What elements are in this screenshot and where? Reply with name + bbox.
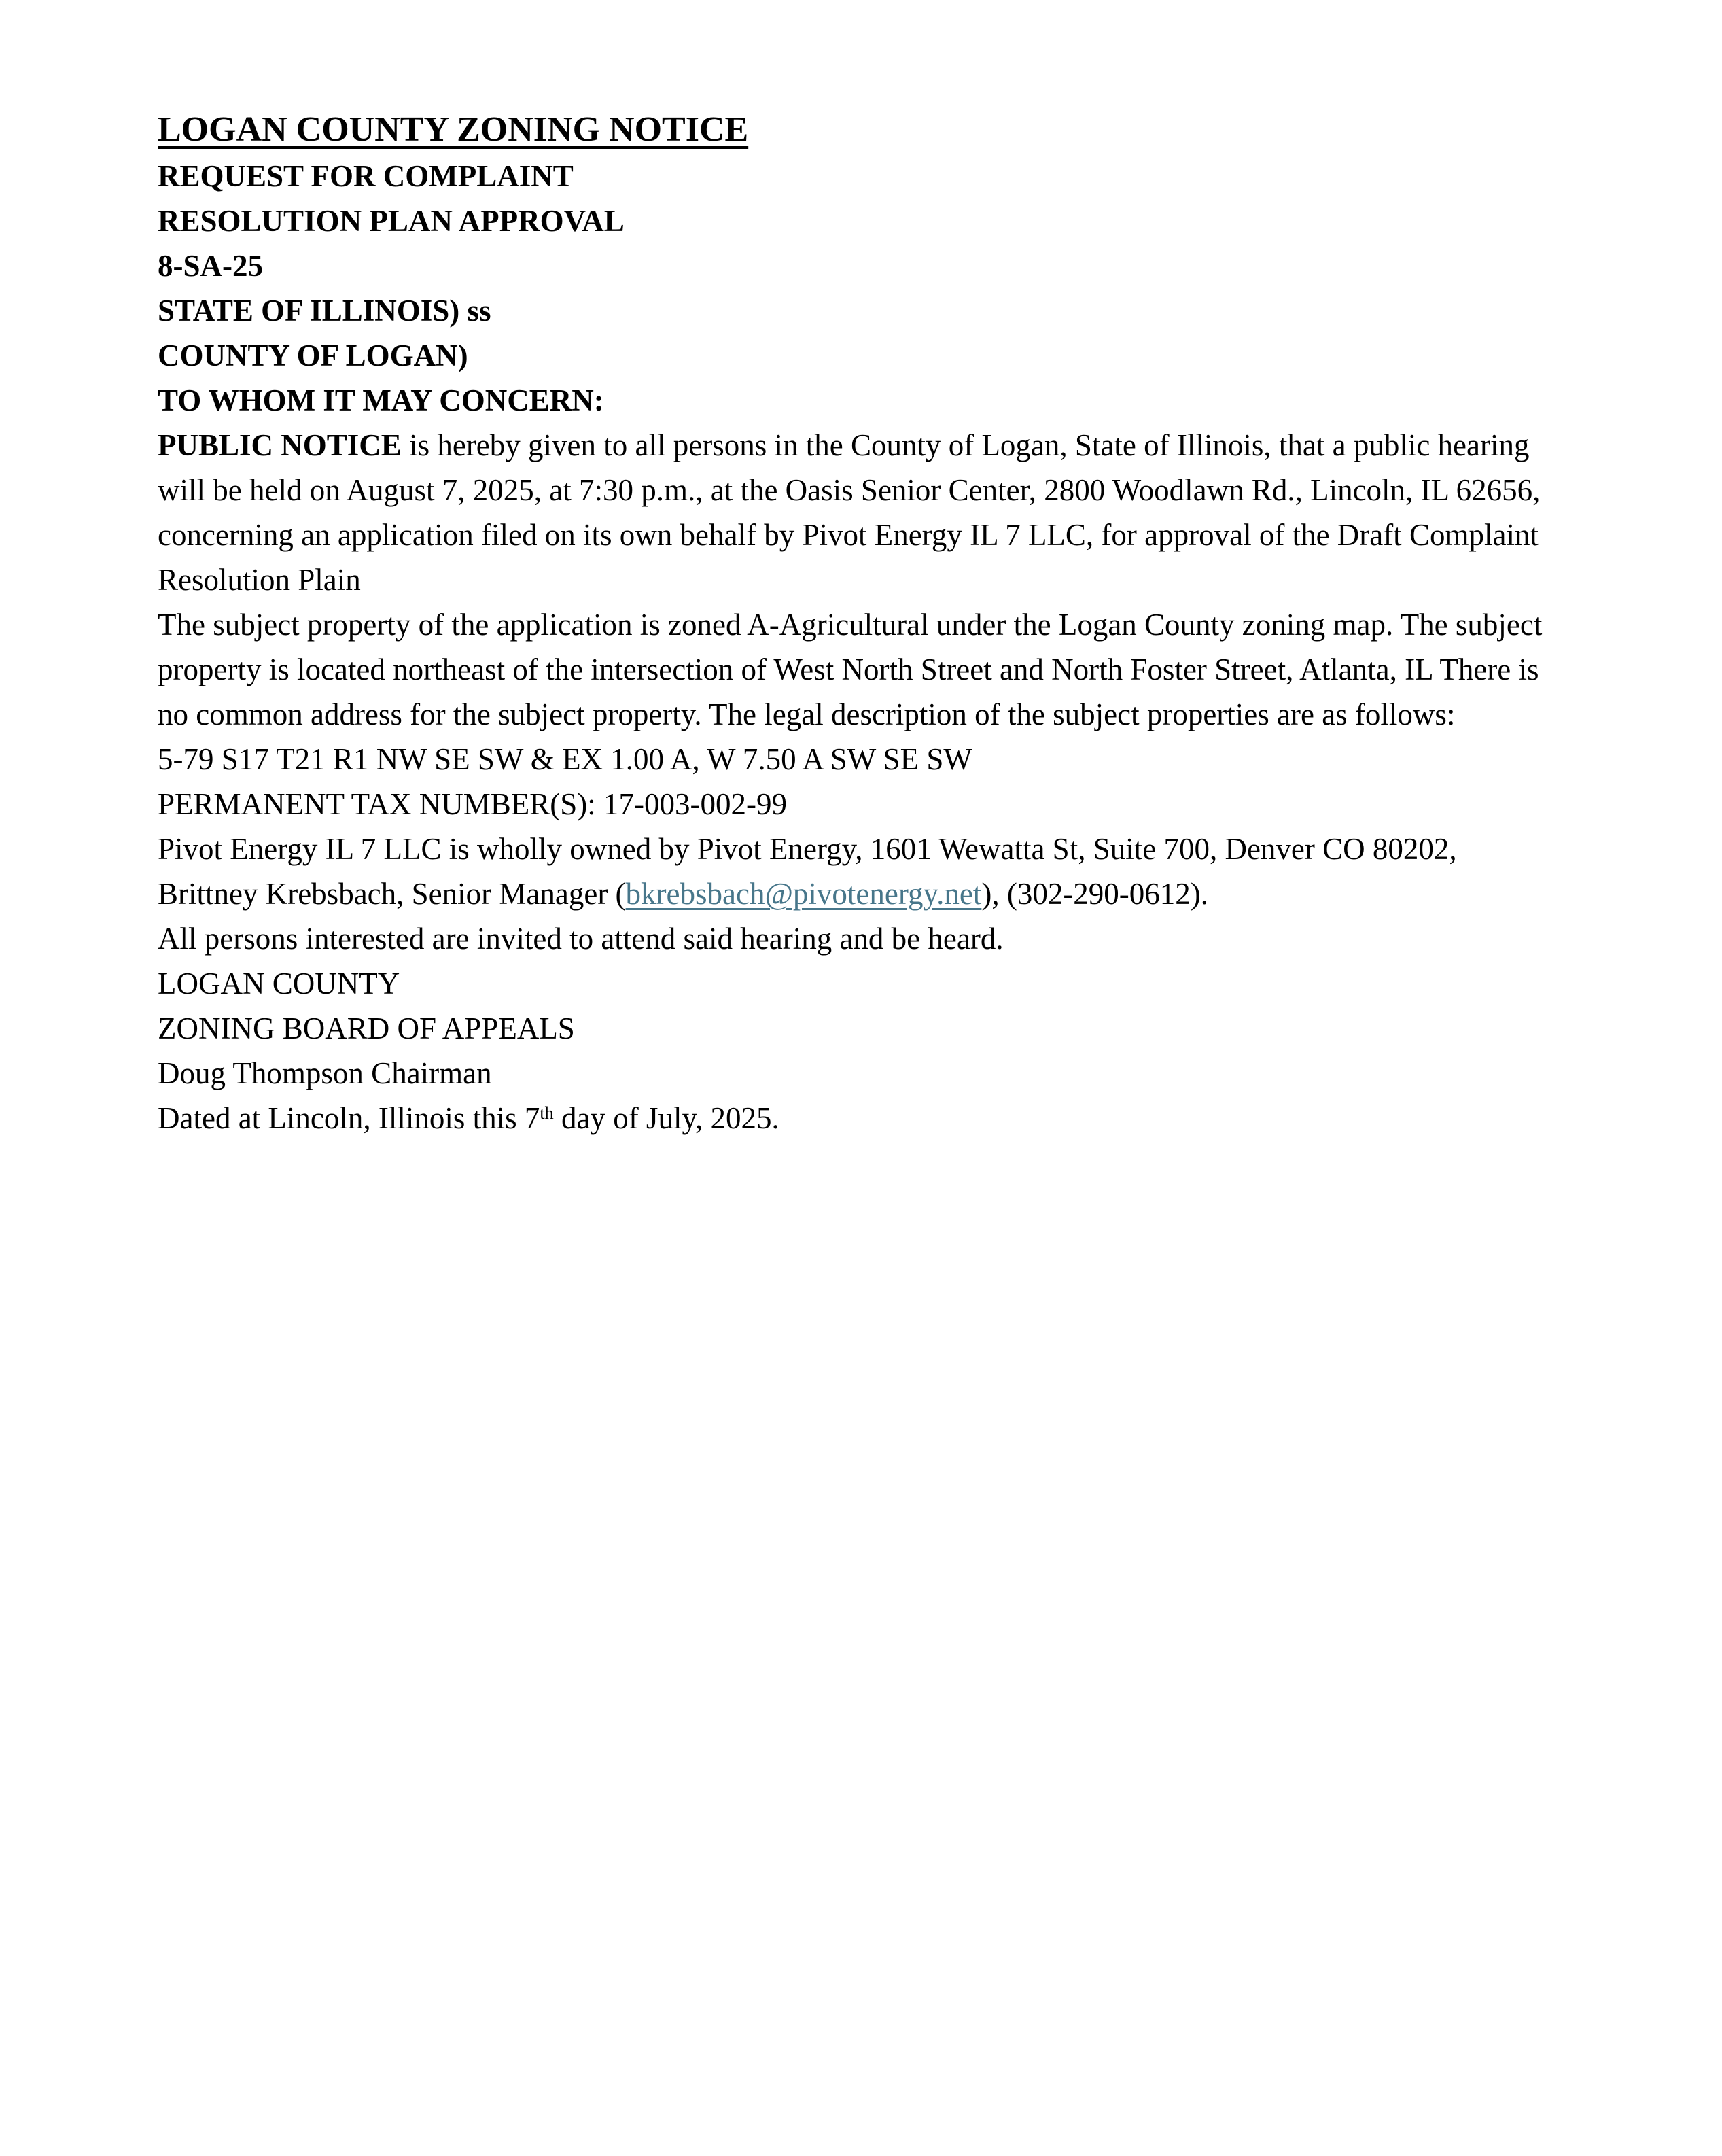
salutation: TO WHOM IT MAY CONCERN: <box>158 383 604 417</box>
legal-description-line: 5-79 S17 T21 R1 NW SE SW & EX 1.00 A, W 7.50 A SW SE SW <box>158 742 972 776</box>
dated-line-prefix: Dated at Lincoln, Illinois this 7 <box>158 1101 540 1135</box>
state-line: STATE OF ILLINOIS) ss <box>158 294 491 328</box>
owner-paragraph-before-link: Pivot Energy IL 7 LLC is wholly owned by Pivot Energy, 1601 Wewatta St, Suite 700, Denver CO 80202, Brittney Krebsbach, Senior Manager ( <box>158 832 1457 911</box>
county-line: COUNTY OF LOGAN) <box>158 338 468 372</box>
dated-line: Dated at Lincoln, Illinois this 7th day of July, 2025. <box>158 1101 779 1135</box>
invitation-line: All persons interested are invited to attend said hearing and be heard. <box>158 922 1004 956</box>
chairman-line: Doug Thompson Chairman <box>158 1056 492 1090</box>
tax-number-line: PERMANENT TAX NUMBER(S): 17-003-002-99 <box>158 787 787 821</box>
owner-paragraph <box>158 827 1564 916</box>
public-notice-lead: PUBLIC NOTICE <box>158 428 402 462</box>
request-heading: REQUEST FOR COMPLAINT RESOLUTION PLAN APPROVAL <box>158 159 625 238</box>
document-title <box>158 106 1564 154</box>
dated-line-suffix: day of July, 2025. <box>553 1101 779 1135</box>
document-title-text: LOGAN COUNTY ZONING NOTICE <box>158 110 749 149</box>
case-number: 8-SA-25 <box>158 249 263 283</box>
public-notice-paragraph <box>158 423 1564 602</box>
owner-paragraph-after-link: ), (302-290-0612). <box>981 877 1209 911</box>
org-name-line: LOGAN COUNTY <box>158 967 400 1001</box>
email-link[interactable]: bkrebsbach@pivotenergy.net <box>625 877 982 911</box>
org-board-line: ZONING BOARD OF APPEALS <box>158 1011 575 1045</box>
property-paragraph: The subject property of the application is zoned A-Agricultural under the Logan County zoning map. The subject property is located northeast of the intersection of West North Street and North Foster Street, Atlanta, IL There is no common address for the subject property. The legal description of the subject properties are as follows: <box>158 608 1543 731</box>
public-notice-body: is hereby given to all persons in the County of Logan, State of Illinois, that a public hearing will be held on August 7, 2025, at 7:30 p.m., at the Oasis Senior Center, 2800 Woodlawn Rd., Lincoln, IL 62656, concerning an application filed on its own behalf by Pivot Energy IL 7 LLC, for approval of the Draft Complaint Resolution Plain <box>158 428 1541 597</box>
